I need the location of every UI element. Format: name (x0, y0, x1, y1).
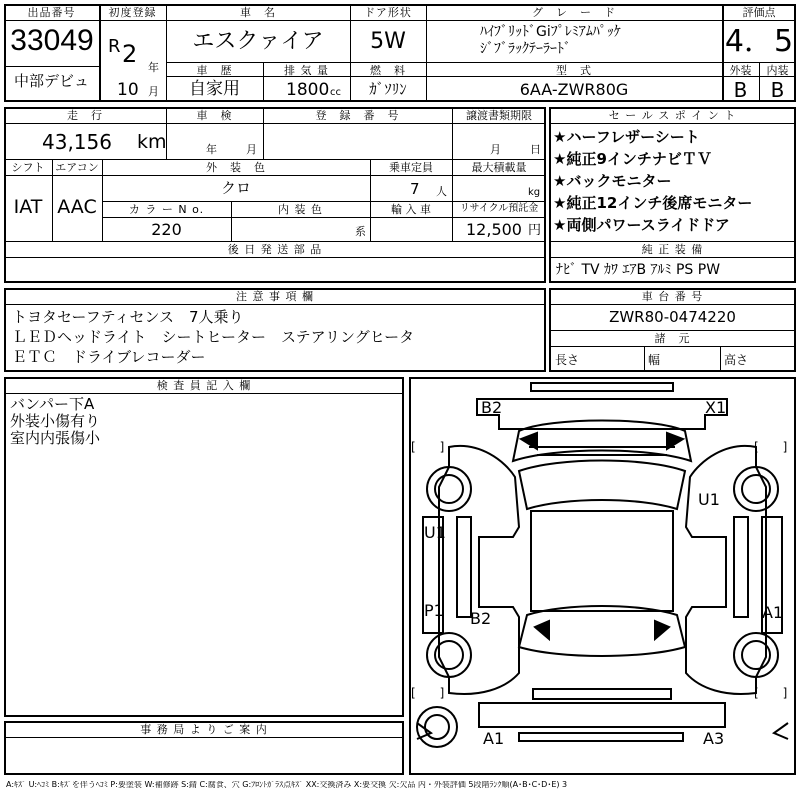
capacity: 7 (410, 180, 420, 198)
int-color-unit: 系 (355, 225, 366, 238)
color-no-label: カ ラ ー N o. (128, 203, 205, 216)
inspection-label: 車 検 (196, 109, 233, 122)
exterior-grade: B (733, 78, 748, 102)
insp-month-unit: 月 (246, 143, 257, 156)
insp-year-unit: 年 (206, 143, 217, 156)
history-label: 車 歴 (196, 64, 233, 77)
height-label: 高さ (724, 353, 749, 367)
equipment-value: ﾅﾋﾞ TV ｶﾜ ｴｱB ｱﾙﾐ PS PW (556, 262, 721, 278)
equipment-label: 純 正 装 備 (641, 243, 704, 256)
mileage: 43,156 (42, 130, 112, 154)
year-unit: 年 (148, 61, 159, 74)
fuel: ｶﾞｿﾘﾝ (369, 80, 407, 98)
yen-unit: 円 (528, 223, 542, 238)
door-label: ドア形状 (364, 6, 412, 19)
office-label: 事 務 局 よ り ご 案 内 (140, 723, 268, 736)
recycle: 12,500 (466, 220, 522, 239)
mileage-label: 走 行 (67, 109, 103, 122)
transfer-day-unit: 日 (530, 143, 541, 156)
notes-line-3: ＥＴＣ ドライブレコーダー (12, 348, 206, 366)
color-no: 220 (151, 220, 182, 239)
car-name: エスクァイア (192, 29, 324, 54)
notes-line-2: ＬＥＤヘッドライト シートヒーター ステアリングヒータ (12, 328, 415, 346)
car-diagram (409, 377, 796, 775)
inspector-line-3: 室内内張傷小 (10, 429, 101, 447)
cc-unit: cc (330, 87, 341, 98)
mark-p1: P1 (424, 601, 444, 620)
lot-number: 33049 (10, 24, 94, 57)
notes-line-1: トヨタセーフティセンス 7人乗り (12, 308, 244, 326)
length-label: 長さ (555, 353, 580, 367)
selling-points-label: セ ー ル ス ポ イ ン ト (608, 109, 737, 122)
mark-x1: X1 (705, 398, 727, 417)
ac-label: エアコン (55, 161, 99, 174)
person-unit: 人 (436, 185, 447, 198)
ac: AAC (57, 196, 97, 218)
fuel-label: 燃 料 (370, 64, 406, 77)
import-label: 輸 入 車 (391, 203, 431, 216)
mark-b2-top: B2 (481, 398, 503, 417)
notes-label: 注 意 事 項 欄 (236, 290, 314, 303)
bracket-left-upper: [ ] (411, 440, 445, 454)
inspector-line-1: バンパー下A (10, 395, 95, 413)
score-label: 評価点 (742, 6, 776, 19)
inspector-label: 検 査 員 記 入 欄 (156, 379, 252, 392)
reg-year: 2 (122, 40, 138, 68)
exterior-label: 外装 (729, 64, 752, 77)
kg-unit: kg (528, 187, 541, 198)
selling-point-4: ★純正12インチ後席モニター (553, 194, 753, 212)
selling-point-5: ★両側パワースライドドア (553, 216, 730, 234)
width-label: 幅 (648, 353, 661, 367)
bracket-left-lower: [ ] (411, 686, 445, 700)
transfer-label: 譲渡書類期限 (466, 109, 532, 122)
selling-point-1: ★ハーフレザーシート (553, 128, 700, 146)
history: 自家用 (189, 79, 240, 99)
specs-label: 諸 元 (654, 332, 691, 345)
maxload-label: 最大積載量 (471, 161, 527, 174)
mark-a3: A3 (703, 729, 725, 748)
grade-line1: ﾊｲﾌﾞﾘｯﾄﾞGiﾌﾟﾚﾐｱﾑﾊﾟｯｹ (480, 24, 621, 40)
first-reg-label: 初度登録 (108, 6, 157, 19)
interior-grade: B (770, 78, 785, 102)
ext-color: クロ (220, 179, 251, 197)
ext-color-label: 外 装 色 (206, 161, 266, 174)
legend: A:ｷｽﾞ U:ﾍｺﾐ B:ｷｽﾞを伴うﾍｺﾐ P:要塗装 W:補修跡 S:錆 C:腐食、穴 G:ﾌﾛﾝﾄｶﾞﾗｽ点ｷｽﾞ XX:交換済み X:要交換 欠:欠品 内・外装評価 5段階ﾗﾝｸ順(A･B･C･D･E) 3 (6, 781, 568, 789)
mark-u1-left: U1 (424, 523, 446, 542)
model-label: 型 式 (556, 64, 592, 77)
int-color-label: 内 装 色 (278, 203, 323, 216)
bracket-right-lower: [ ] (754, 686, 788, 700)
capacity-label: 乗車定員 (389, 161, 433, 174)
transfer-month-unit: 月 (490, 143, 501, 156)
selling-point-3: ★バックモニター (553, 172, 672, 190)
grade-line2: ｼﾞﾌﾞﾗｯｸﾃｰﾗｰﾄﾞ (480, 41, 571, 57)
lot-number-label: 出品番号 (27, 6, 76, 19)
mark-a1-right: A1 (762, 603, 784, 622)
displacement: 1800 (286, 80, 330, 100)
bracket-right-upper: [ ] (754, 440, 788, 454)
reg-no-label: 登 録 番 号 (315, 109, 400, 122)
selling-point-2: ★純正9インチナビＴＶ (553, 150, 712, 168)
mark-u1-right: U1 (698, 490, 720, 509)
displacement-label: 排 気 量 (284, 64, 329, 77)
era-letter: R (108, 36, 121, 57)
model: 6AA-ZWR80G (519, 80, 629, 99)
door-value: 5W (370, 29, 406, 54)
mark-b2-center: B2 (470, 609, 492, 628)
shift-label: シフト (11, 161, 45, 174)
recycle-label: リサイクル預託金 (459, 203, 539, 214)
km-unit: km (137, 131, 167, 153)
interior-label: 内装 (766, 64, 789, 77)
later-parts-label: 後 日 発 送 部 品 (227, 243, 323, 256)
inspector-line-2: 外装小傷有り (10, 412, 101, 430)
reg-month: 10 (117, 80, 139, 100)
score: 4．5 (724, 24, 794, 59)
mark-a1-bottom: A1 (483, 729, 505, 748)
shift: IAT (13, 196, 43, 218)
debut-label: 中部デビュ (13, 72, 89, 90)
grade-label: グ レ ー ド (532, 6, 616, 19)
month-unit: 月 (148, 85, 159, 98)
chassis-label: 車 台 番 号 (641, 290, 704, 303)
chassis-value: ZWR80-0474220 (609, 308, 736, 326)
car-name-label: 車 名 (240, 6, 276, 19)
